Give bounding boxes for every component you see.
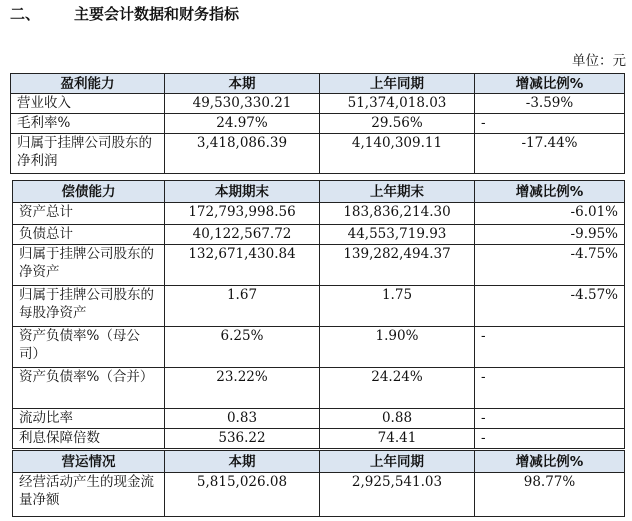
table-row bbox=[13, 409, 625, 429]
table-row bbox=[13, 368, 625, 409]
current-value: 0.83 bbox=[165, 409, 320, 429]
row-label: 归属于挂牌公司股东的净利润 bbox=[11, 134, 165, 174]
change-percent: 98.77% bbox=[475, 473, 625, 517]
table-row bbox=[11, 134, 625, 174]
prior-value: 0.88 bbox=[320, 409, 475, 429]
row-label: 经营活动产生的现金流量净额 bbox=[13, 473, 165, 517]
change-percent: -4.75% bbox=[475, 245, 625, 286]
section-title: 主要会计数据和财务指标 bbox=[74, 5, 240, 23]
prior-value: 4,140,309.11 bbox=[320, 134, 475, 174]
current-value: 49,530,330.21 bbox=[165, 94, 320, 114]
table-header-row bbox=[13, 451, 625, 473]
table-header-row bbox=[13, 181, 625, 203]
current-value: 536.22 bbox=[165, 429, 320, 449]
section-number: 二、 bbox=[10, 5, 41, 23]
change-percent: - bbox=[475, 429, 625, 449]
header-cell: 本期 bbox=[165, 451, 320, 473]
row-label: 营业收入 bbox=[11, 94, 165, 114]
header-cell: 偿债能力 bbox=[13, 181, 165, 203]
prior-value: 183,836,214.30 bbox=[320, 203, 475, 225]
current-value: 5,815,026.08 bbox=[165, 473, 320, 517]
row-label: 负债总计 bbox=[13, 225, 165, 245]
prior-value: 2,925,541.03 bbox=[320, 473, 475, 517]
row-label: 毛利率% bbox=[11, 114, 165, 134]
row-label: 资产总计 bbox=[13, 203, 165, 225]
current-value: 1.67 bbox=[165, 286, 320, 327]
prior-value: 51,374,018.03 bbox=[320, 94, 475, 114]
current-value: 24.97% bbox=[165, 114, 320, 134]
current-value: 6.25% bbox=[165, 327, 320, 368]
current-value: 172,793,998.56 bbox=[165, 203, 320, 225]
profitability-table bbox=[10, 73, 625, 174]
prior-value: 139,282,494.37 bbox=[320, 245, 475, 286]
solvency-table bbox=[12, 180, 625, 449]
prior-value: 24.24% bbox=[320, 368, 475, 409]
header-cell: 增减比例% bbox=[475, 74, 625, 94]
prior-value: 44,553,719.93 bbox=[320, 225, 475, 245]
header-cell: 上年期末 bbox=[320, 181, 475, 203]
row-label: 流动比率 bbox=[13, 409, 165, 429]
table-row bbox=[13, 203, 625, 225]
current-value: 23.22% bbox=[165, 368, 320, 409]
change-percent: -9.95% bbox=[475, 225, 625, 245]
prior-value: 29.56% bbox=[320, 114, 475, 134]
header-cell: 增减比例% bbox=[475, 181, 625, 203]
prior-value: 74.41 bbox=[320, 429, 475, 449]
header-cell: 本期 bbox=[165, 74, 320, 94]
header-cell: 上年同期 bbox=[320, 451, 475, 473]
row-label: 资产负债率%（母公司） bbox=[13, 327, 165, 368]
table-row bbox=[13, 286, 625, 327]
table-row bbox=[13, 327, 625, 368]
change-percent: -6.01% bbox=[475, 203, 625, 225]
change-percent: - bbox=[475, 114, 625, 134]
prior-value: 1.90% bbox=[320, 327, 475, 368]
table-row bbox=[13, 473, 625, 517]
table-row bbox=[13, 225, 625, 245]
table-row bbox=[11, 94, 625, 114]
table-row bbox=[13, 245, 625, 286]
header-cell: 增减比例% bbox=[475, 451, 625, 473]
change-percent: - bbox=[475, 409, 625, 429]
row-label: 归属于挂牌公司股东的净资产 bbox=[13, 245, 165, 286]
change-percent: - bbox=[475, 327, 625, 368]
current-value: 40,122,567.72 bbox=[165, 225, 320, 245]
table-row bbox=[13, 429, 625, 449]
section-heading bbox=[0, 2, 239, 26]
change-percent: -3.59% bbox=[475, 94, 625, 114]
change-percent: - bbox=[475, 368, 625, 409]
header-cell: 营运情况 bbox=[13, 451, 165, 473]
row-label: 归属于挂牌公司股东的每股净资产 bbox=[13, 286, 165, 327]
header-cell: 上年同期 bbox=[320, 74, 475, 94]
table-header-row bbox=[11, 74, 625, 94]
operations-table bbox=[12, 450, 625, 517]
unit-label: 单位：元 bbox=[572, 53, 626, 69]
header-cell: 本期期末 bbox=[165, 181, 320, 203]
row-label: 利息保障倍数 bbox=[13, 429, 165, 449]
row-label: 资产负债率%（合并） bbox=[13, 368, 165, 409]
prior-value: 1.75 bbox=[320, 286, 475, 327]
change-percent: -17.44% bbox=[475, 134, 625, 174]
current-value: 3,418,086.39 bbox=[165, 134, 320, 174]
header-cell: 盈利能力 bbox=[11, 74, 165, 94]
table-row bbox=[11, 114, 625, 134]
current-value: 132,671,430.84 bbox=[165, 245, 320, 286]
change-percent: -4.57% bbox=[475, 286, 625, 327]
